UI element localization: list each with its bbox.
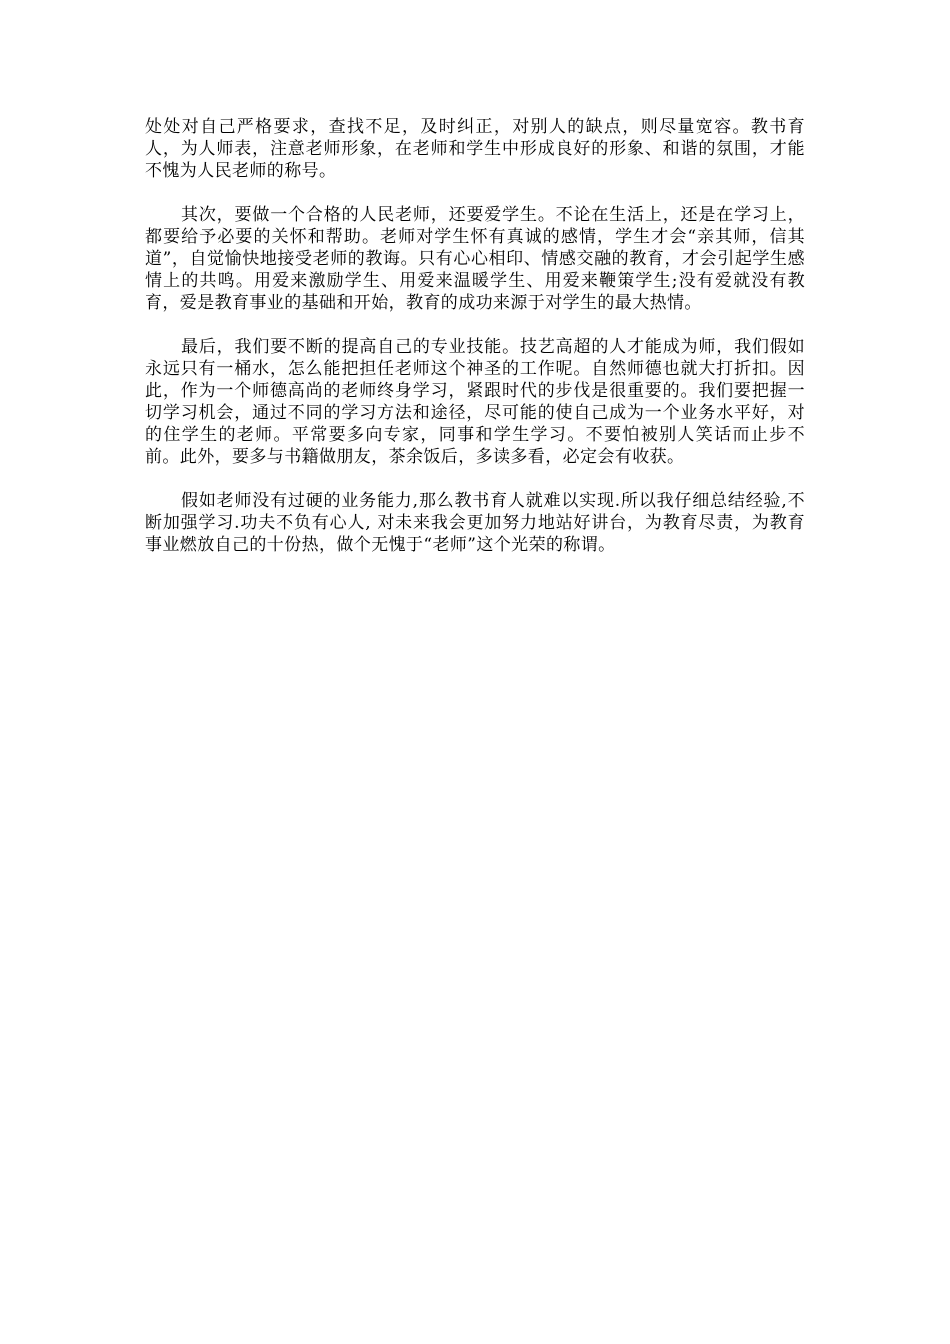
paragraph-4: 假如老师没有过硬的业务能力,那么教书育人就难以实现.所以我仔细总结经验,不断加强学习.功夫不负有心人, 对未来我会更加努力地站好讲台，为教育尽责，为教育事业燃放自己的十份热，做个无愧于“老师”这个光荣的称谓。	[145, 491, 805, 555]
paragraph-2: 其次，要做一个合格的人民老师，还要爱学生。不论在生活上，还是在学习上，都要给予必要的关怀和帮助。老师对学生怀有真诚的感情，学生才会“亲其师，信其道”，自觉愉快地接受老师的教诲。只有心心相印、情感交融的教育，才会引起学生感情上的共鸣。用爱来激励学生、用爱来温暖学生、用爱来鞭策学生;没有爱就没有教育，爱是教育事业的基础和开始，教育的成功来源于对学生的最大热情。	[145, 205, 805, 313]
paragraph-1: 处处对自己严格要求，查找不足，及时纠正，对别人的缺点，则尽量宽容。教书育人，为人师表，注意老师形象，在老师和学生中形成良好的形象、和谐的氛围，才能不愧为人民老师的称号。	[145, 117, 805, 181]
paragraph-3: 最后，我们要不断的提高自己的专业技能。技艺高超的人才能成为师，我们假如永远只有一桶水，怎么能把担任老师这个神圣的工作呢。自然师德也就大打折扣。因此，作为一个师德高尚的老师终身学习，紧跟时代的步伐是很重要的。我们要把握一切学习机会，通过不同的学习方法和途径，尽可能的使自己成为一个业务水平好，对的住学生的老师。平常要多向专家，同事和学生学习。不要怕被别人笑话而止步不前。此外，要多与书籍做朋友，茶余饭后，多读多看，必定会有收获。	[145, 337, 805, 467]
document-body	[145, 116, 805, 578]
